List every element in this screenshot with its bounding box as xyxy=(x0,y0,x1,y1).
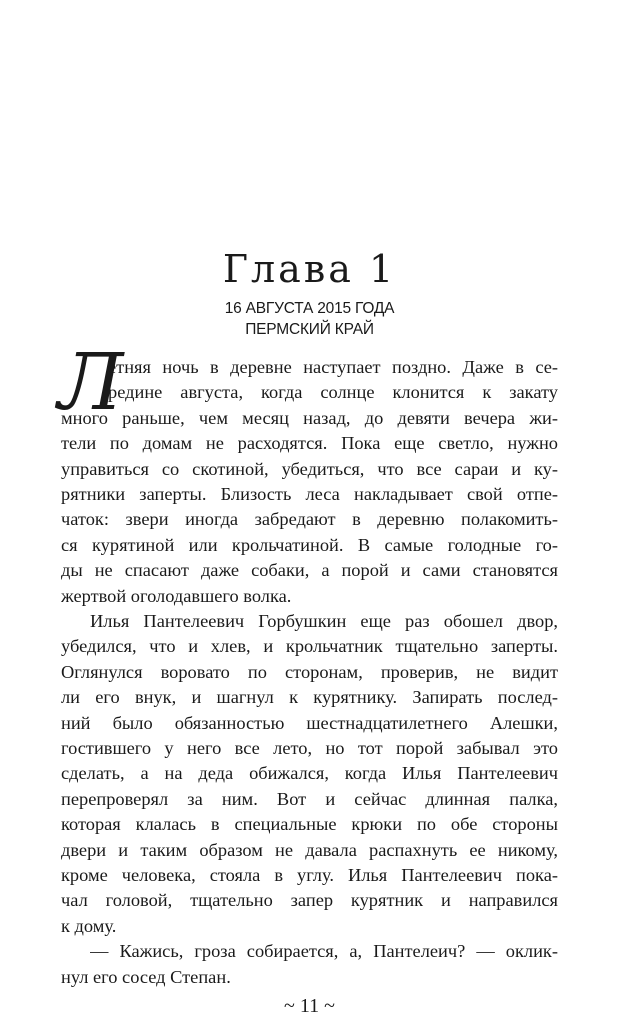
text-line: ды не спасают даже собаки, а порой и сами становятся xyxy=(61,560,558,581)
text-line: Оглянулся воровато по сторонам, проверив, не видит xyxy=(61,661,558,682)
text-line: Илья Пантелеевич Горбушкин еще раз обошел двор, xyxy=(90,611,558,631)
chapter-place: ПЕРМСКИЙ КРАЙ xyxy=(245,321,374,338)
text-line: чал головой, тщательно запер курятник и направился xyxy=(61,890,558,911)
chapter-title: Глава 1 xyxy=(222,247,397,291)
text-line: кроме человека, стояла в углу. Илья Пантелеевич пока- xyxy=(61,865,558,885)
text-line: етняя ночь в деревне наступает поздно. Даже в се- xyxy=(108,357,558,377)
text-line: рятники заперты. Близость леса накладывает свой отпе- xyxy=(61,484,558,504)
text-line: которая клалась в специальные крюки по обе стороны xyxy=(61,814,558,835)
text-line: ся курятиной или крольчатиной. В самые голодные го- xyxy=(61,534,558,555)
text-line: ний было обязанностью шестнадцатилетнего Алешки, xyxy=(61,712,558,733)
text-line: к дому. xyxy=(61,915,117,936)
text-line: — Кажись, гроза собирается, а, Пантелеич? — оклик- xyxy=(90,941,558,962)
text-line: тели по домам не расходятся. Пока еще светло, нужно xyxy=(61,433,558,454)
chapter-date: 16 АВГУСТА 2015 ГОДА xyxy=(224,300,395,317)
text-line: убедился, что и хлев, и крольчатник тщательно заперты. xyxy=(61,636,558,657)
text-line: редине августа, когда солнце клонится к закату xyxy=(108,382,558,403)
drop-cap: Л xyxy=(58,338,124,428)
text-line: жертвой оголодавшего волка. xyxy=(61,585,292,606)
text-line: двери и таким образом не давала распахнуть ее никому, xyxy=(61,839,558,860)
text-line: гостившего у него все лето, но тот порой забывал это xyxy=(61,738,558,758)
text-line: ли его внук, и шагнул к курятнику. Запирать послед- xyxy=(61,687,558,708)
text-line: сделать, а на деда обижался, когда Илья Пантелеевич xyxy=(61,763,558,784)
text-line: много раньше, чем месяц назад, до девяти вечера жи- xyxy=(61,407,558,428)
text-line: управиться со скотиной, убедиться, что все сараи и ку- xyxy=(61,458,558,479)
text-line: чаток: звери иногда забредают в деревню полакомить- xyxy=(61,509,558,530)
text-line: нул его сосед Степан. xyxy=(61,966,231,987)
text-line: перепроверял за ним. Вот и сейчас длинная палка, xyxy=(61,788,558,809)
page-number: ~ 11 ~ xyxy=(284,995,335,1017)
